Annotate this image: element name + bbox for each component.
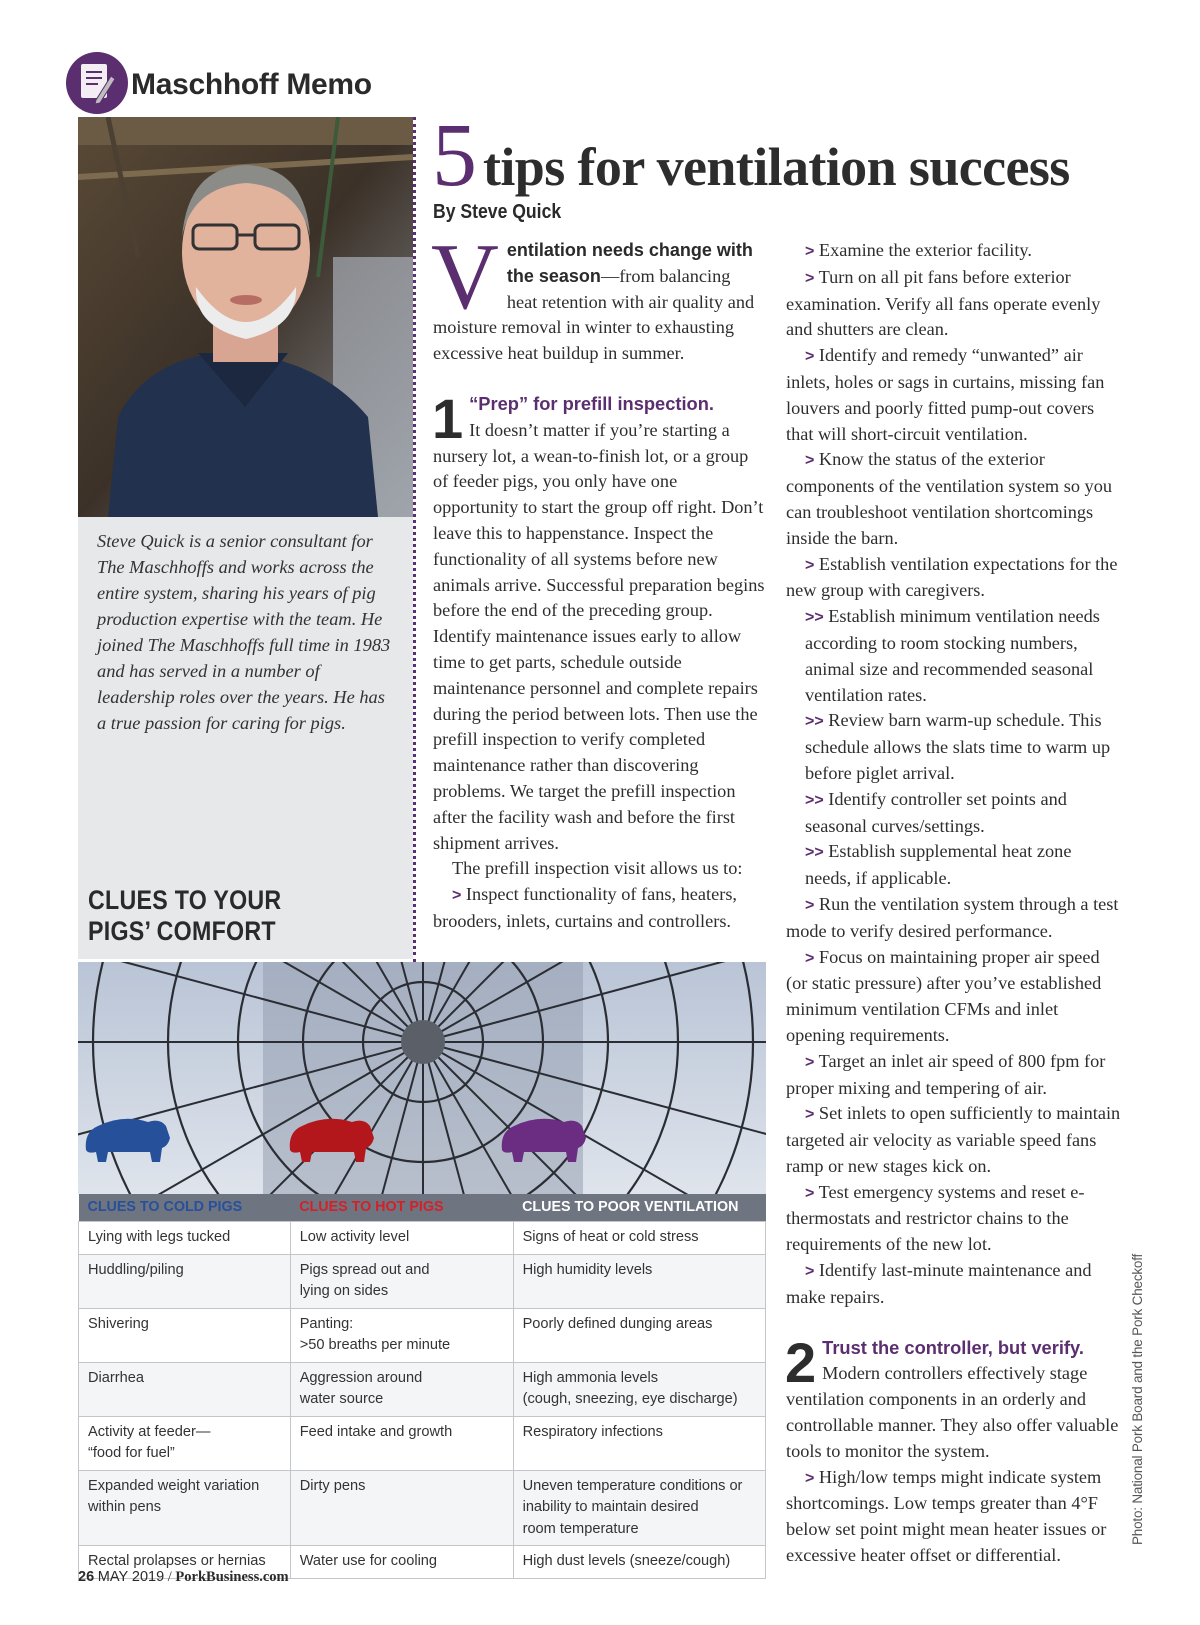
lead-paragraph <box>431 225 765 367</box>
byline: By Steve Quick <box>433 201 562 223</box>
tip1-number: 1 <box>432 386 464 450</box>
table-cell: High ammonia levels (cough, sneezing, eye discharge) <box>513 1362 765 1416</box>
headline-number: 5 <box>432 106 477 205</box>
table-cell: High humidity levels <box>513 1254 765 1308</box>
tip1-intro: The prefill inspection visit allows us to: <box>452 858 743 879</box>
bullet-item: > Set inlets to open sufficiently to maintain targeted air velocity as variable speed fans ramp or new stages kick on. <box>786 1103 1121 1176</box>
section-title: Maschhoff Memo <box>131 68 372 101</box>
table-cell: Aggression around water source <box>290 1362 513 1416</box>
lead-bold: entilation needs change with the season <box>506 240 753 286</box>
headline-text: tips for ventilation success <box>483 137 1070 197</box>
footer-separator: / <box>167 1569 172 1585</box>
bullet-item: > Identify and remedy “unwanted” air inlets, holes or sags in curtains, missing fan louvers and poorly fitted pump-out covers that will short-circuit ventilation. <box>786 345 1105 444</box>
article-column-1 <box>431 225 765 935</box>
table-cell: Poorly defined dunging areas <box>513 1308 765 1362</box>
table-cell: High dust levels (sneeze/cough) <box>513 1546 765 1579</box>
site-name: PorkBusiness.com <box>175 1569 289 1585</box>
clues-heading <box>88 885 281 947</box>
tip1-paragraph <box>432 386 765 856</box>
table-cell: Pigs spread out and lying on sides <box>290 1254 513 1308</box>
article-headline <box>432 104 1070 207</box>
table-cell: Respiratory infections <box>513 1416 765 1470</box>
column-divider <box>413 117 416 962</box>
table-cell: Shivering <box>79 1308 291 1362</box>
table-cell: Activity at feeder— “food for fuel” <box>79 1416 291 1470</box>
page-footer <box>78 1569 289 1586</box>
sub-bullet-item: >> Review barn warm-up schedule. This schedule allows the slats time to warm up before piglet arrival. <box>805 710 1111 783</box>
tip1-body: It doesn’t matter if you’re starting a nursery lot, a wean-to-finish lot, or a group of feeder pigs, you only have one opportunity to start the group off right. Don’t leave this to happenstance. Inspect the functionality of all systems before new animals arrive. Successful preparation begins before the end of the preceding group. Identify maintenance issues early to allow time to get parts, schedule outside maintenance personnel and complete repairs during the period between lots. Then use the prefill inspection to verify completed maintenance rather than discovering problems. We target the prefill inspection after the facility wash and before the first shipment arrives. <box>433 419 765 853</box>
table-cell: Huddling/piling <box>79 1254 291 1308</box>
bullet-item: > Establish ventilation expectations for the new group with caregivers. <box>786 553 1118 601</box>
bullet-item: > Identify last-minute maintenance and make repairs. <box>786 1260 1092 1307</box>
clues-heading-line2: PIGS’ COMFORT <box>88 916 276 946</box>
header-cold: CLUES TO COLD PIGS <box>79 1194 291 1222</box>
sub-bullet-item: >> Establish minimum ventilation needs according to room stocking numbers, animal size and recommended seasonal ventilation rates. <box>805 606 1100 705</box>
table-cell: Lying with legs tucked <box>79 1222 291 1255</box>
tip2-paragraph <box>785 1330 1121 1465</box>
bullet-item: > Examine the exterior facility. <box>805 240 1032 260</box>
table-row <box>79 1308 766 1362</box>
author-bio: Steve Quick is a senior consultant for The Maschhoffs and works across the entire system, sharing his years of pig production expertise with the team. He joined The Maschhoffs full time in 1983 and has served in a number of leadership roles over the years. He has a true passion for caring for pigs. <box>97 531 391 733</box>
tip1-heading: “Prep” for prefill inspection. <box>469 392 714 414</box>
table-cell: Water use for cooling <box>290 1546 513 1579</box>
clues-heading-line1: CLUES TO YOUR <box>88 885 282 915</box>
bullet-item: > Test emergency systems and reset e-thermostats and restrictor chains to the requirements of the new lot. <box>786 1181 1085 1255</box>
tip2-number: 2 <box>785 1330 817 1394</box>
bullet-item: > Focus on maintaining proper air speed (or static pressure) after you’ve established minimum ventilation CFMs and inlet opening requirements. <box>786 946 1102 1045</box>
issue-date: MAY 2019 <box>97 1569 165 1585</box>
table-cell: Diarrhea <box>79 1362 291 1416</box>
photo-credit: Photo: National Pork Board and the Pork Checkoff <box>1130 1253 1145 1545</box>
lead-text: —from balancing heat retention with air quality and moisture removal in winter to exhausting excessive heat buildup in summer. <box>433 265 755 364</box>
sub-bullet-item: >> Identify controller set points and seasonal curves/settings. <box>805 788 1067 836</box>
bullet-item: > High/low temps might indicate system shortcomings. Low temps greater than 4°F below set point might mean heater issues or excessive heater offset or differential. <box>786 1466 1107 1566</box>
header-ventilation: CLUES TO POOR VENTILATION <box>513 1194 765 1222</box>
memo-icon <box>66 52 128 114</box>
table-cell: Rectal prolapses or hernias <box>79 1546 291 1579</box>
clues-table <box>78 1194 766 1579</box>
table-cell: Feed intake and growth <box>290 1416 513 1470</box>
table-row <box>79 1416 766 1470</box>
tip2-body: Modern controllers effectively stage ventilation components in an orderly and controllable manner. They also offer valuable tools to monitor the system. <box>786 1363 1119 1461</box>
table-cell: Dirty pens <box>290 1470 513 1546</box>
table-row <box>79 1362 766 1416</box>
header-hot: CLUES TO HOT PIGS <box>290 1194 513 1222</box>
table-cell: Expanded weight variation within pens <box>79 1470 291 1546</box>
table-header-row <box>79 1194 766 1222</box>
article-column-2 <box>786 238 1121 1569</box>
table-cell: Panting: >50 breaths per minute <box>290 1308 513 1362</box>
sub-bullet-item: >> Establish supplemental heat zone needs, if applicable. <box>805 841 1072 889</box>
bullet-item: > Inspect functionality of fans, heaters, brooders, inlets, curtains and controllers. <box>433 884 737 931</box>
table-row <box>79 1222 766 1255</box>
bullet-item: > Know the status of the exterior components of the ventilation system so you can troubleshoot ventilation shortcomings inside the barn. <box>786 449 1112 548</box>
author-photo <box>78 117 413 517</box>
fan-photo <box>78 962 766 1194</box>
table-row <box>79 1254 766 1308</box>
page-number: 26 <box>78 1569 95 1585</box>
bullet-item: > Turn on all pit fans before exterior examination. Verify all fans operate evenly and shutters are clean. <box>786 266 1101 340</box>
table-cell: Signs of heat or cold stress <box>513 1222 765 1255</box>
table-cell: Uneven temperature conditions or inability to maintain desired room temperature <box>513 1470 765 1546</box>
bullet-item: > Run the ventilation system through a test mode to verify desired performance. <box>786 893 1119 941</box>
bullet-item: > Target an inlet air speed of 800 fpm for proper mixing and tempering of air. <box>786 1050 1106 1098</box>
table-cell: Low activity level <box>290 1222 513 1255</box>
tip2-heading: Trust the controller, but verify. <box>822 1336 1084 1358</box>
table-row <box>79 1470 766 1546</box>
drop-cap: V <box>431 225 499 329</box>
